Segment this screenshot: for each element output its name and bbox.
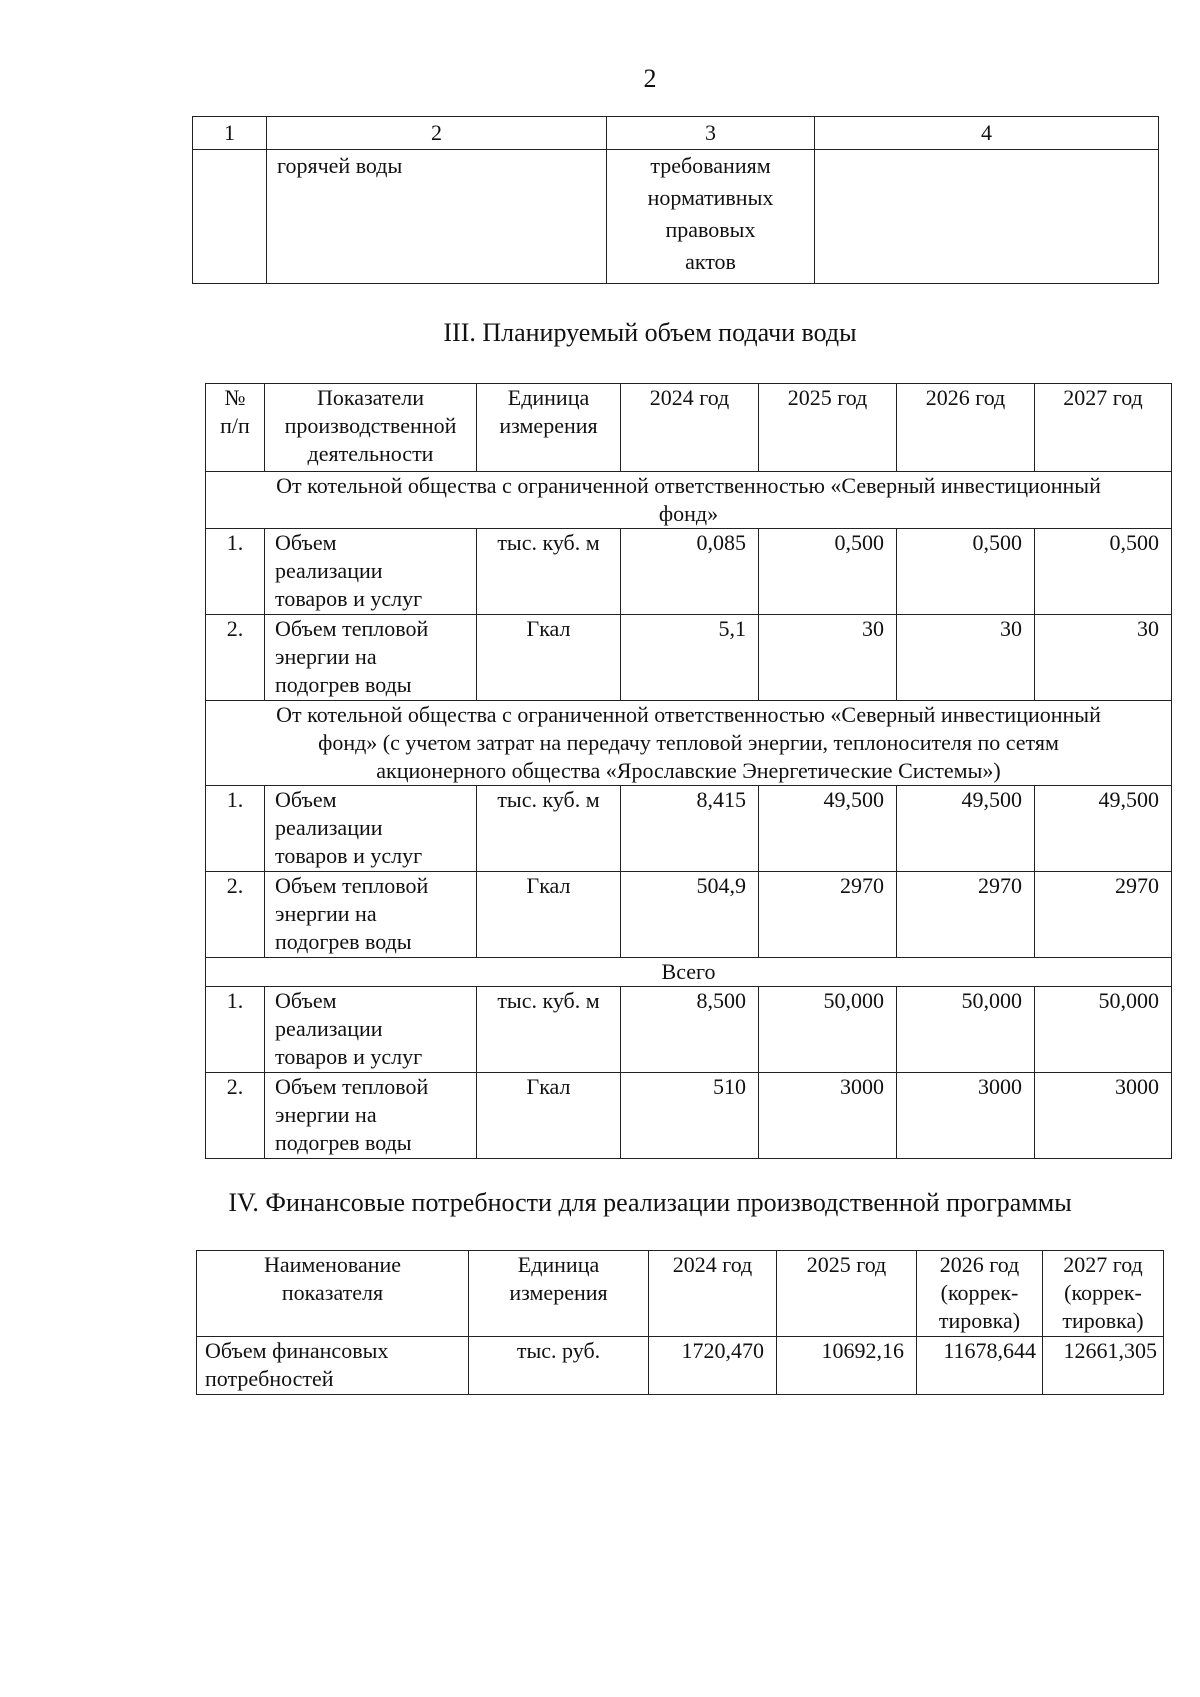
group-title [206,701,1172,786]
cell-line: реализации [275,1016,383,1041]
cell-line: тировка) [938,1308,1021,1333]
row-unit: Гкал [477,872,621,958]
row-unit: тыс. куб. м [477,529,621,615]
group-title: Всего [206,958,1172,987]
cell-line: реализации [275,558,383,583]
table-row [206,615,1172,701]
cell-line: показателя [281,1280,384,1305]
column-number-1: 1 [193,117,267,150]
financial-needs-table [196,1250,1164,1395]
cell-line: Объем тепловой [275,616,429,641]
value-2026: 3000 [897,1073,1035,1159]
value-2026: 30 [897,615,1035,701]
table-row [206,1073,1172,1159]
page-number: 2 [643,64,657,93]
row-number: 1. [206,786,265,872]
row-indicator [265,615,477,701]
value-2024: 1720,470 [649,1337,777,1395]
table-row [206,786,1172,872]
value-2025: 2970 [759,872,897,958]
value-2024: 8,415 [621,786,759,872]
value-2027: 3000 [1035,1073,1172,1159]
cell-line: требованиям [650,153,771,178]
cell-line: Объем [275,530,337,555]
cell-line: Объем [275,787,337,812]
value-2026: 49,500 [897,786,1035,872]
header-name [197,1251,469,1337]
water-supply-table [205,383,1172,1159]
value-2026: 50,000 [897,987,1035,1073]
cell-line: реализации [275,815,383,840]
cell-line: товаров и услуг [275,1044,423,1069]
value-2024: 504,9 [621,872,759,958]
cell-line: фонд» [658,501,719,526]
table-header-row [193,117,1159,150]
section-4-title: IV. Финансовые потребности для реализации производственной программы [228,1188,1072,1217]
header-2027: 2027 год [1035,384,1172,472]
group-title-row [206,701,1172,786]
row-number: 2. [206,615,265,701]
cell-line: акционерного общества «Ярославские Энергетические Системы») [376,758,1001,783]
value-2027: 49,500 [1035,786,1172,872]
row-unit: тыс. руб. [469,1337,649,1395]
cell-line: 2027 год [1063,1252,1143,1277]
row-unit: Гкал [477,615,621,701]
value-2024: 8,500 [621,987,759,1073]
section-3-title: III. Планируемый объем подачи воды [443,318,857,347]
cell-line: энергии на [275,644,377,669]
table-row [206,872,1172,958]
column-number-4: 4 [815,117,1159,150]
value-2024: 0,085 [621,529,759,615]
value-2024: 510 [621,1073,759,1159]
cell-line: От котельной общества с ограниченной ответственностью «Северный инвестиционный [276,702,1101,727]
cell-line: Единица [517,1252,600,1277]
table-row [197,1337,1164,1395]
group-title-row [206,958,1172,987]
value-2025: 30 [759,615,897,701]
value-2025: 0,500 [759,529,897,615]
cell-line: Единица [507,385,590,410]
cell-line: измерения [509,1280,608,1305]
group-title-row [206,472,1172,529]
value-2025: 3000 [759,1073,897,1159]
table-row [193,150,1159,284]
header-2024: 2024 год [649,1251,777,1337]
table-row [206,529,1172,615]
continuation-table [192,116,1159,284]
header-indicator [265,384,477,472]
value-2027: 12661,305 [1043,1337,1164,1395]
table-cell [815,150,1159,284]
cell-line: правовых [665,217,756,242]
header-2026: 2026 год [897,384,1035,472]
header-2026 [917,1251,1043,1337]
table-cell [193,150,267,284]
cell-line: Наименование [263,1252,402,1277]
value-2026: 11678,644 [917,1337,1043,1395]
row-number: 1. [206,987,265,1073]
cell-line: подогрев воды [275,929,412,954]
row-name [197,1337,469,1395]
cell-line: Объем финансовых [205,1338,389,1363]
cell-line: подогрев воды [275,1130,412,1155]
cell-line: товаров и услуг [275,843,423,868]
row-unit: тыс. куб. м [477,786,621,872]
value-2027: 2970 [1035,872,1172,958]
row-indicator [265,786,477,872]
value-2027: 50,000 [1035,987,1172,1073]
row-indicator [265,529,477,615]
table-row [206,987,1172,1073]
column-number-3: 3 [607,117,815,150]
cell-line: тировка) [1062,1308,1144,1333]
cell-line: подогрев воды [275,672,412,697]
value-2024: 5,1 [621,615,759,701]
value-2026: 2970 [897,872,1035,958]
header-unit [469,1251,649,1337]
row-indicator [265,1073,477,1159]
header-number [206,384,265,472]
value-2025: 50,000 [759,987,897,1073]
table-cell: горячей воды [267,150,607,284]
cell-line: Объем тепловой [275,1074,429,1099]
header-unit [477,384,621,472]
row-indicator [265,872,477,958]
value-2025: 49,500 [759,786,897,872]
cell-line: № [224,385,246,410]
value-2025: 10692,16 [777,1337,917,1395]
cell-line: энергии на [275,901,377,926]
cell-line: (коррек- [940,1280,1019,1305]
cell-line: Объем тепловой [275,873,429,898]
value-2027: 0,500 [1035,529,1172,615]
cell-line: товаров и услуг [275,586,423,611]
cell-line: От котельной общества с ограниченной ответственностью «Северный инвестиционный [276,473,1101,498]
cell-line: деятельности [307,441,434,466]
cell-line: п/п [220,413,250,438]
cell-line: производственной [284,413,457,438]
row-unit: Гкал [477,1073,621,1159]
row-indicator [265,987,477,1073]
table-cell [607,150,815,284]
group-title [206,472,1172,529]
row-number: 2. [206,872,265,958]
cell-line: 2026 год [939,1252,1020,1277]
cell-line: фонд» (с учетом затрат на передачу тепловой энергии, теплоносителя по сетям [318,730,1059,755]
value-2027: 30 [1035,615,1172,701]
value-2026: 0,500 [897,529,1035,615]
cell-line: Показатели [316,385,425,410]
table-header-row [197,1251,1164,1337]
row-number: 1. [206,529,265,615]
cell-line: энергии на [275,1102,377,1127]
cell-line: нормативных [647,185,774,210]
cell-line: измерения [499,413,598,438]
header-2025: 2025 год [759,384,897,472]
table-header-row [206,384,1172,472]
cell-line: Объем [275,988,337,1013]
header-2025: 2025 год [777,1251,917,1337]
header-2027 [1043,1251,1164,1337]
cell-line: потребностей [205,1366,334,1391]
row-number: 2. [206,1073,265,1159]
header-2024: 2024 год [621,384,759,472]
cell-line: актов [685,249,736,274]
column-number-2: 2 [267,117,607,150]
row-unit: тыс. куб. м [477,987,621,1073]
cell-line: (коррек- [1064,1280,1142,1305]
